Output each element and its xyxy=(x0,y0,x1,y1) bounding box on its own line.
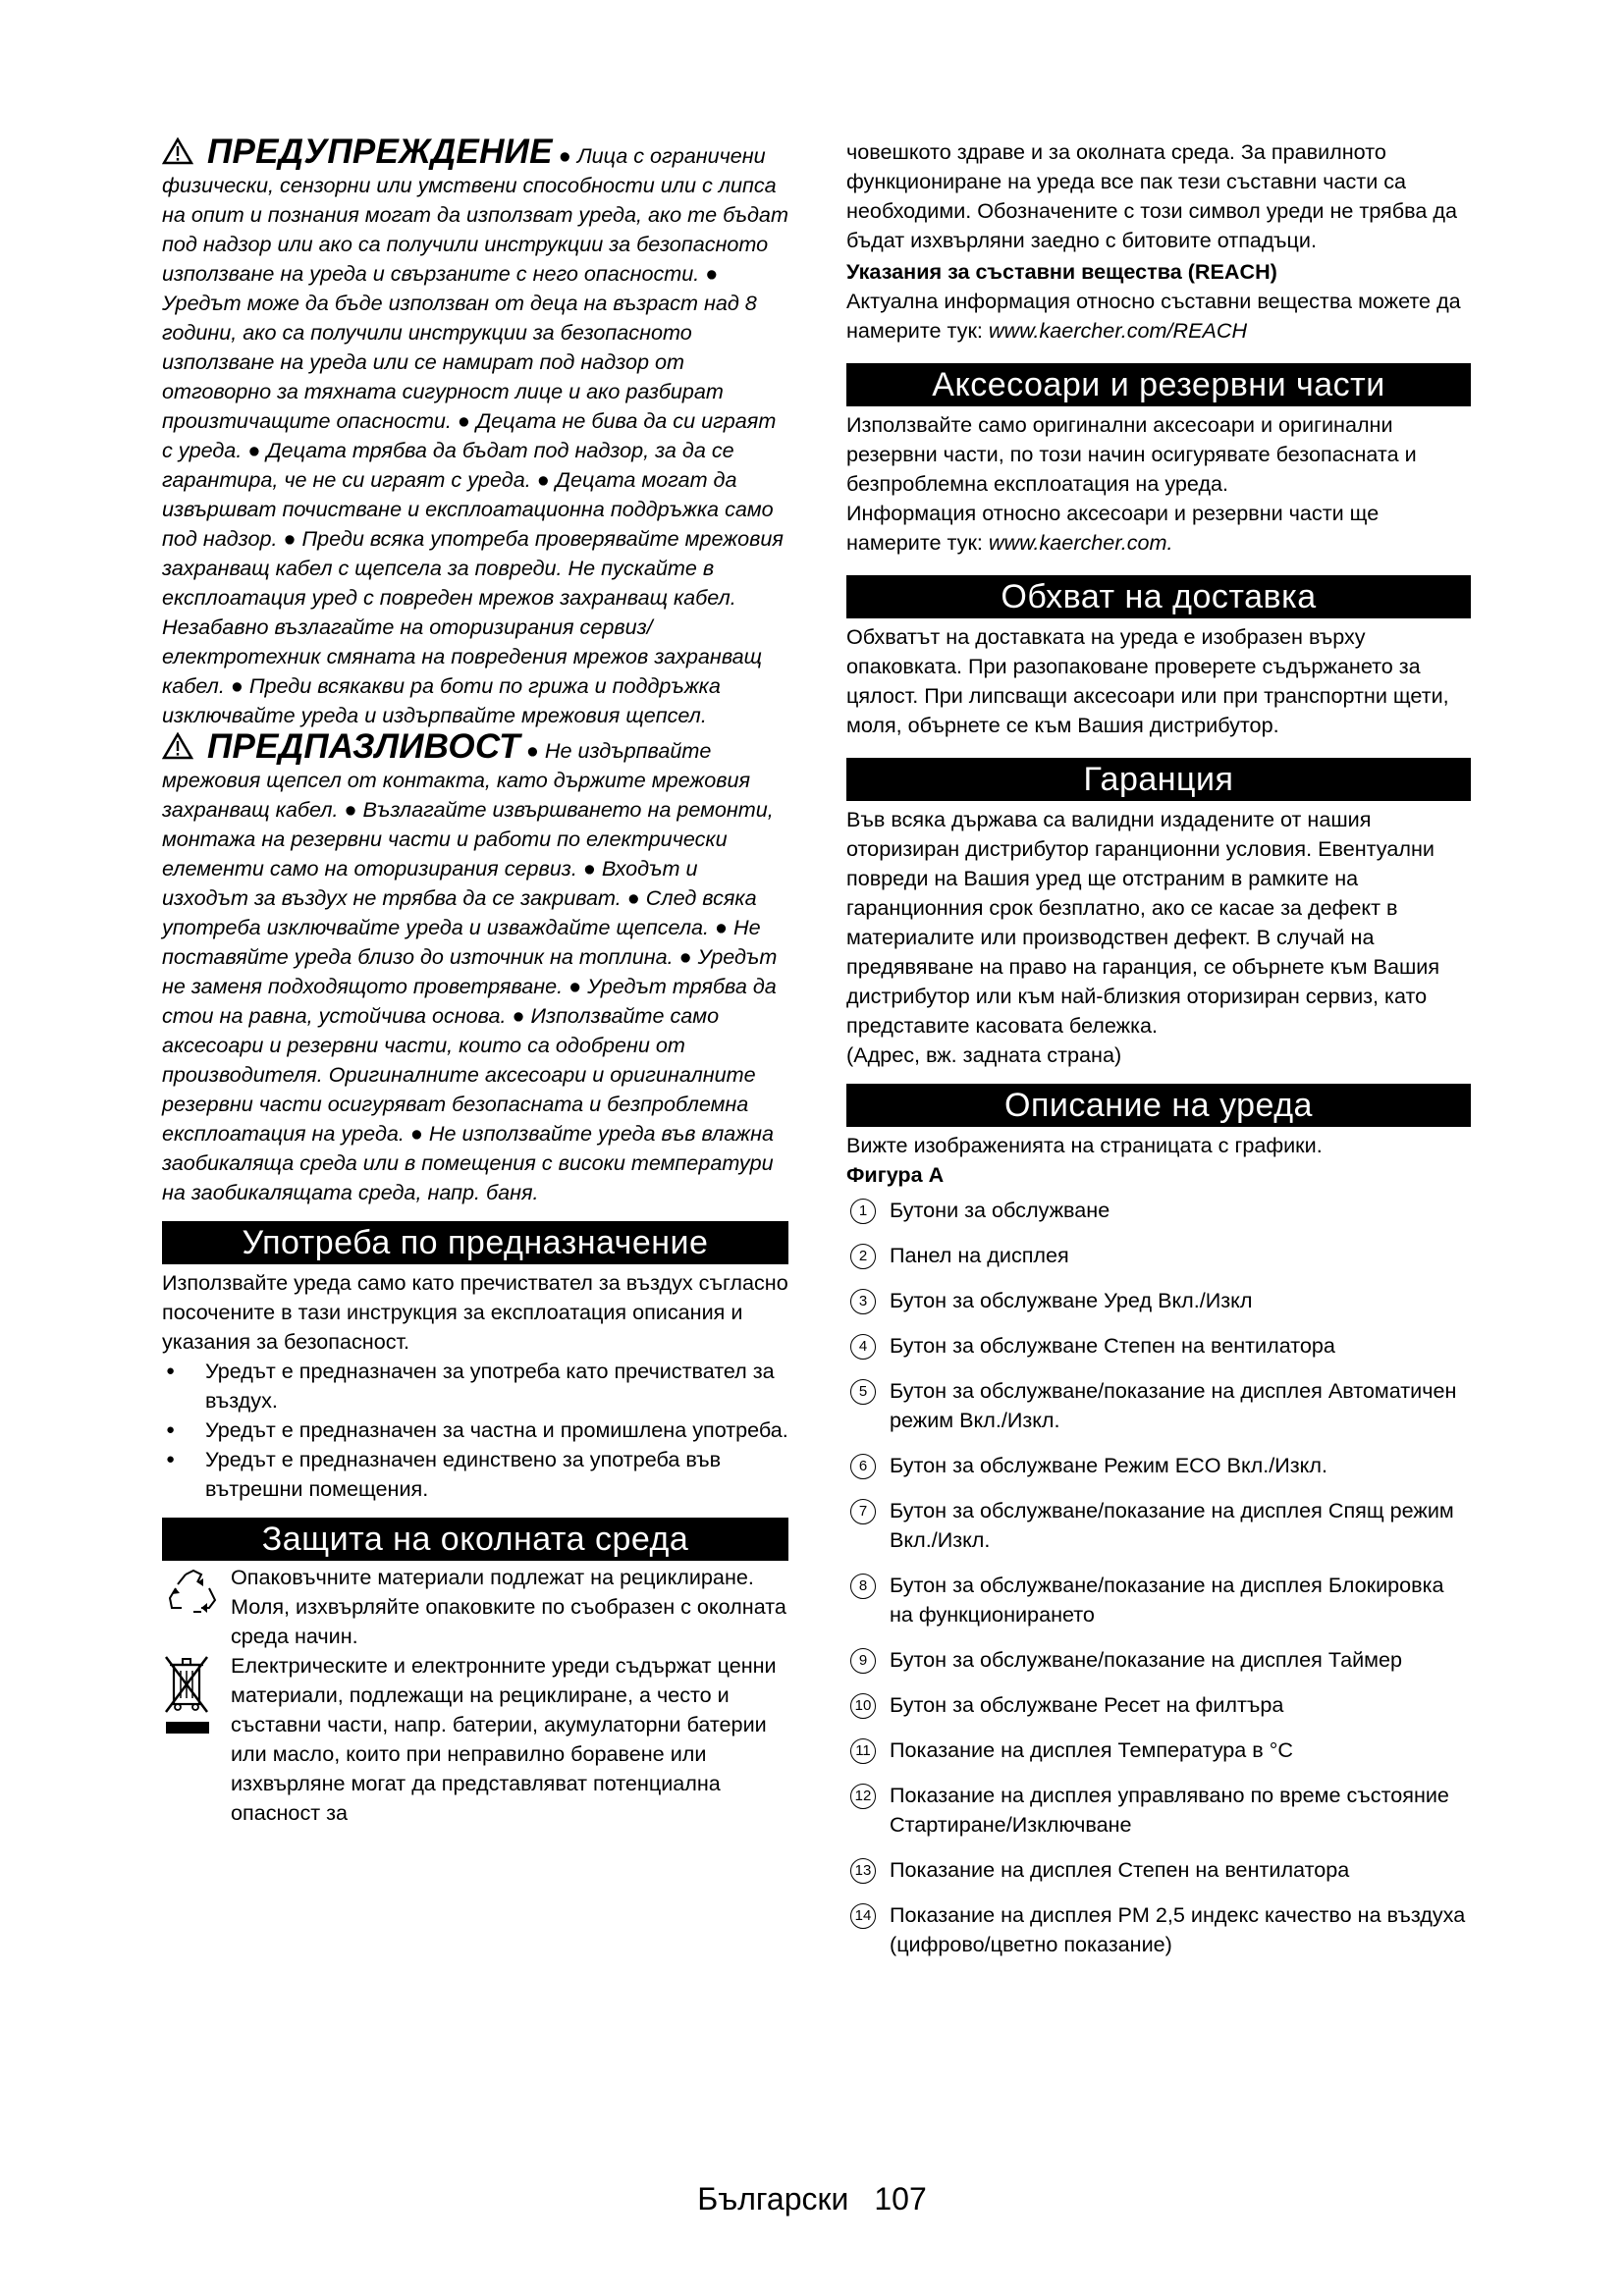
intended-use-heading: Употреба по предназначение xyxy=(162,1221,788,1264)
legend-number: 13 xyxy=(850,1858,876,1884)
legend-number: 5 xyxy=(850,1379,876,1405)
recycling-block xyxy=(162,1563,788,1651)
legend-item xyxy=(846,1451,1471,1480)
legend-item xyxy=(846,1645,1471,1675)
legend-text: Бутони за обслужване xyxy=(890,1198,1110,1222)
legend-text: Бутон за обслужване Режим ECO Вкл./Изкл. xyxy=(890,1453,1327,1477)
list-item: ● Уредът е предназначен единствено за употреба във вътрешни помещения. xyxy=(162,1445,788,1504)
accessories-paragraph-2 xyxy=(846,499,1471,558)
warning-block xyxy=(162,133,788,730)
list-item: ● Уредът е предназначен за употреба като пречиствател за въздух. xyxy=(162,1357,788,1415)
legend-number: 7 xyxy=(850,1499,876,1524)
legend-item xyxy=(846,1331,1471,1361)
caution-triangle-icon xyxy=(162,732,193,760)
intended-use-list xyxy=(162,1357,788,1504)
legend-item xyxy=(846,1900,1471,1959)
legend-item xyxy=(846,1376,1471,1435)
footer-language: Български xyxy=(697,2181,849,2216)
accessories-text-2: Информация относно аксесоари и резервни части ще намерите тук: xyxy=(846,501,1380,555)
crossed-out-bin-icon xyxy=(164,1653,211,1737)
legend-number: 8 xyxy=(850,1574,876,1599)
page-number: 107 xyxy=(874,2181,927,2216)
legend-text: Бутон за обслужване/показание на дисплея Спящ режим Вкл./Изкл. xyxy=(890,1498,1454,1552)
legend-number: 3 xyxy=(850,1289,876,1314)
legend-text: Бутон за обслужване/показание на дисплея Таймер xyxy=(890,1647,1403,1672)
recycling-icon xyxy=(164,1567,223,1620)
accessories-text-1: Използвайте само оригинални аксесоари и оригинални резервни части, по този начин осигурявате безопасната и безпроблемна експлоатация на уреда. xyxy=(846,412,1417,496)
legend-list xyxy=(846,1196,1471,1959)
legend-text: Показание на дисплея Температура в °C xyxy=(890,1737,1293,1762)
warning-text: ● Лица с ограничени физически, сензорни или умствени способности или с липса на опит и познания могат да използват уреда, ако те бъдат под надзор или ако са получили инструкции за безопасното използване на уреда и свързаните с него опасности. ● Уредът може да бъде използван от деца на възраст над 8 години, ако са получили инструкции за безопасното използване на уреда или се намират под надзор от отговорно за тяхната сигурност лице и ако разбират произтичащите опасности. ● Децата не бива да си играят с уреда. ● Децата трябва да бъдат под надзор, за да се гарантира, че не си играят с уреда. ● Децата могат да извършват почистване и експлоатационна поддръжка само под надзор. ● Преди всяка употреба проверявайте мрежовия захранващ кабел с щепсела за повреди. Не пускайте в експлоатация уред с повреден мрежов захранващ кабел. Незабавно възлагайте на оторизирания сервиз/електротехник смяната на повредения мрежов захранващ кабел. ● Преди всякакви ра боти по грижа и поддръжка изключвайте уреда и издърпвайте мрежовия щепсел. xyxy=(162,143,788,727)
page-footer xyxy=(0,2181,1624,2217)
warning-title: ПРЕДУПРЕЖДЕНИЕ xyxy=(207,133,553,171)
reach-title: Указания за съставни вещества (REACH) xyxy=(846,259,1277,284)
intended-use-intro: Използвайте уреда само като пречиствател за въздух съгласно посочените в тази инструкция за експлоатация описания и указания за безопасност. xyxy=(162,1270,788,1354)
scope-heading: Обхват на доставка xyxy=(846,575,1471,618)
weee-block xyxy=(162,1651,788,1828)
warranty-address: (Адрес, вж. задната страна) xyxy=(846,1042,1122,1067)
list-item: ● Уредът е предназначен за частна и промишлена употреба. xyxy=(162,1415,788,1445)
legend-number: 12 xyxy=(850,1784,876,1809)
caution-text: ● Не издърпвайте мрежовия щепсел от контакта, като държите мрежовия захранващ кабел. ● Възлагайте извършването на ремонти, монтажа на резервни части и работи по електрически елементи само на оторизирания сервиз. ● Входът и изходът за въздух не трябва да се закриват. ● След всяка употреба изключвайте уреда и изваждайте щепсела. ● Не поставяйте уреда близо до източник на топлина. ● Уредът не заменя подходящото проветряване. ● Уредът трябва да стои на равна, устойчива основа. ● Използвайте само аксесоари и резервни части, които са одобрени от производителя. Оригиналните аксесоари и оригиналните резервни части осигуряват безопасната и безпроблемна експлоатация на уреда. ● Не използвайте уреда във влажна заобикаляща среда или в помещения с високи температури на заобикалящата среда, напр. баня. xyxy=(162,738,778,1204)
caution-title: ПРЕДПАЗЛИВОСТ xyxy=(207,727,520,766)
legend-item xyxy=(846,1286,1471,1315)
scope-text: Обхватът на доставката на уреда е изобразен върху опаковката. При разопаковане проверете съдържането за цялост. При липсващи аксесоари или при транспортни щети, моля, обърнете се към Вашия дистрибутор. xyxy=(846,624,1449,737)
legend-text: Бутон за обслужване Ресет на филтъра xyxy=(890,1692,1284,1717)
legend-item xyxy=(846,1496,1471,1555)
description-intro: Вижте изображенията на страницата с графики. xyxy=(846,1133,1323,1157)
reach-text: Актуална информация относно съставни вещества можете да намерите тук: xyxy=(846,289,1461,343)
legend-text: Показание на дисплея Степен на вентилатора xyxy=(890,1857,1350,1882)
accessories-heading: Аксесоари и резервни части xyxy=(846,363,1471,406)
legend-text: Показание на дисплея управлявано по време състояние Стартиране/Изключване xyxy=(890,1783,1449,1837)
legend-number: 9 xyxy=(850,1648,876,1674)
legend-number: 2 xyxy=(850,1244,876,1269)
legend-item xyxy=(846,1571,1471,1629)
legend-number: 1 xyxy=(850,1199,876,1224)
legend-text: Показание на дисплея PM 2,5 индекс качество на въздуха (цифрово/цветно показание) xyxy=(890,1902,1466,1956)
caution-block xyxy=(162,727,788,1207)
warranty-heading: Гаранция xyxy=(846,758,1471,801)
environment-heading: Защита на околната среда xyxy=(162,1518,788,1561)
reach-paragraph xyxy=(846,287,1471,346)
figure-label: Фигура A xyxy=(846,1162,945,1187)
weee-text: Електрическите и електронните уреди съдържат ценни материали, подлежащи на рециклиране, а често и съставни части, напр. батерии, акумулаторни батерии или масло, които при неправилно боравене или изхвърляне могат да представляват потенциална опасност за xyxy=(231,1653,777,1825)
left-column xyxy=(162,133,788,1828)
legend-number: 6 xyxy=(850,1454,876,1479)
recycling-text: Опаковъчните материали подлежат на рециклиране. Моля, изхвърляйте опаковките по съобразен с околната среда начин. xyxy=(231,1565,786,1648)
legend-text: Бутон за обслужване Уред Вкл./Изкл xyxy=(890,1288,1253,1312)
right-column xyxy=(846,137,1471,1959)
legend-text: Панел на дисплея xyxy=(890,1243,1069,1267)
legend-item xyxy=(846,1855,1471,1885)
environment-continued: човешкото здраве и за околната среда. За правилното функциониране на уреда все пак тези съставни части са необходими. Обозначените с този символ уреди не трябва да бъдат изхвърляни заедно с битовите отпадъци. xyxy=(846,139,1457,252)
legend-number: 11 xyxy=(850,1738,876,1764)
legend-item xyxy=(846,1690,1471,1720)
warranty-text: Във всяка държава са валидни издадените от нашия оторизиран дистрибутор гаранционни условия. Евентуални повреди на Вашия уред ще отстраним в рамките на гаранционния срок безплатно, ако се касае за дефект в материалите или производствен дефект. В случай на предявяване на право на гаранция, се обърнете към Вашия дистрибутор или към най-близкия оторизиран сервиз, като представите касовата бележка. xyxy=(846,807,1440,1038)
legend-item xyxy=(846,1196,1471,1225)
warning-triangle-icon xyxy=(162,137,193,165)
legend-number: 10 xyxy=(850,1693,876,1719)
legend-item xyxy=(846,1781,1471,1840)
legend-number: 4 xyxy=(850,1334,876,1360)
legend-text: Бутон за обслужване Степен на вентилатора xyxy=(890,1333,1335,1358)
legend-text: Бутон за обслужване/показание на дисплея Блокировка на функционирането xyxy=(890,1573,1444,1627)
description-heading: Описание на уреда xyxy=(846,1084,1471,1127)
legend-item xyxy=(846,1241,1471,1270)
reach-link[interactable]: www.kaercher.com/REACH xyxy=(988,318,1248,343)
accessories-link[interactable]: www.kaercher.com. xyxy=(988,530,1173,555)
legend-text: Бутон за обслужване/показание на дисплея Автоматичен режим Вкл./Изкл. xyxy=(890,1378,1457,1432)
legend-item xyxy=(846,1735,1471,1765)
legend-number: 14 xyxy=(850,1903,876,1929)
